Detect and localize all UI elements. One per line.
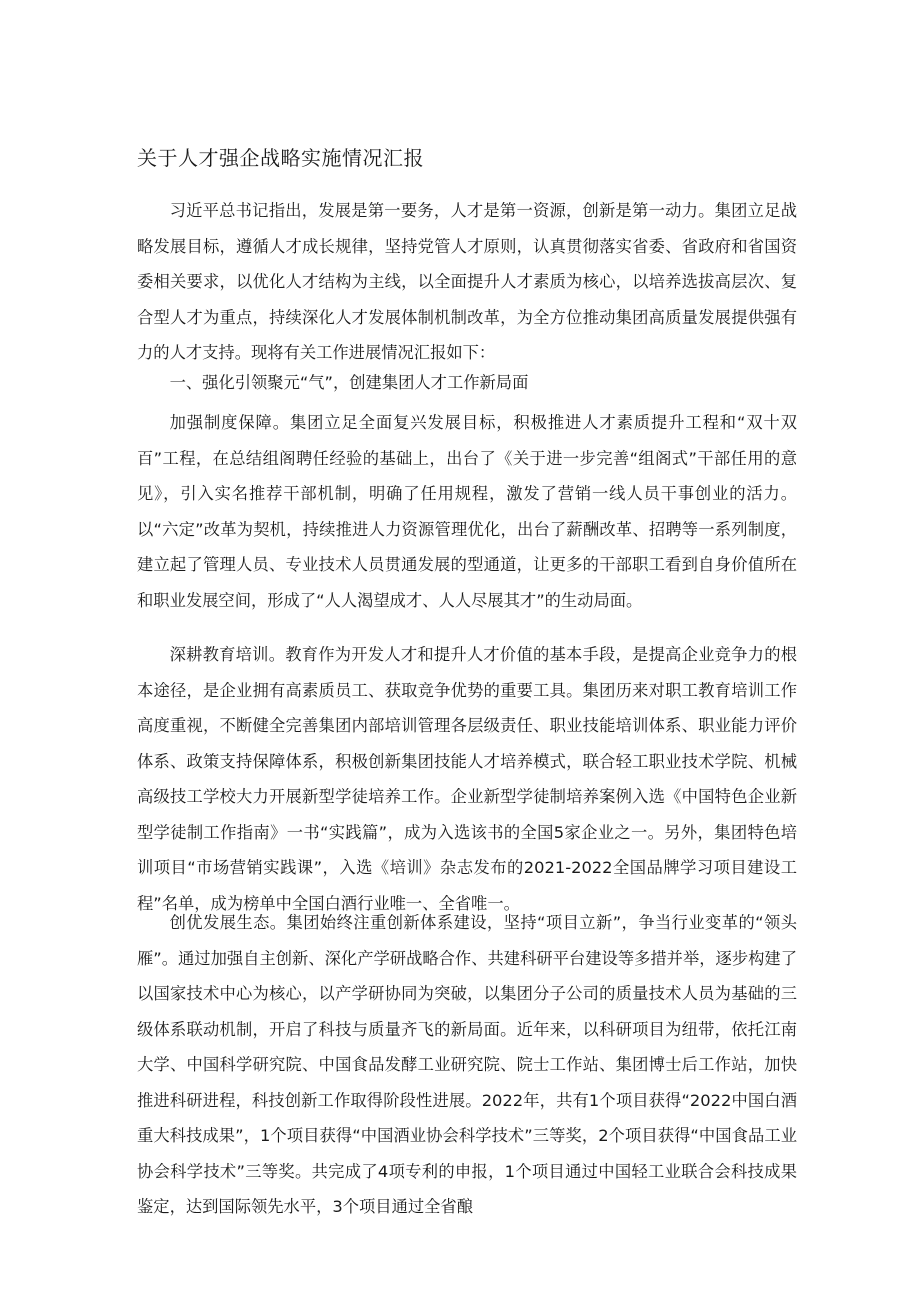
training-paragraph: 深耕教育培训。教育作为开发人才和提升人才价值的基本手段，是提高企业竞争力的根本途径，是企业拥有高素质员工、获取竞争优势的重要工具。集团历来对职工教育培训工作高度重视，不断健全完善集团内部培训管理各层级责任、职业技能培训体系、职业能力评价体系、政策支持保障体系，积极创新集团技能人才培养模式，联合轻工职业技术学院、机械高级技工学校大力开展新型学徒培养工作。企业新型学徒制培养案例入选《中国特色企业新型学徒制工作指南》一书“实践篇”，成为入选该书的全国5家企业之一。另外，集团特色培训项目“市场营销实践课”，入选《培训》杂志发布的2021-2022全国品牌学习项目建设工程”名单，成为榜单中全国白酒行业唯一、全省唯一。 (137, 645, 797, 913)
institution-paragraph: 加强制度保障。集团立足全面复兴发展目标，积极推进人才素质提升工程和“双十双百”工程，在总结组阁聘任经验的基础上，出台了《关于进一步完善“组阁式”干部任用的意见》，引入实名推荐干部机制，明确了任用规程，激发了营销一线人员干事创业的活力。以“六定”改革为契机，持续推进人力资源管理优化，出台了薪酬改革、招聘等一系列制度，建立起了管理人员、专业技术人员贯通发展的型通道，让更多的干部职工看到自身价值所在和职业发展空间，形成了“人人渴望成才、人人尽展其才”的生动局面。 (137, 413, 797, 610)
document-title: 关于人才强企战略实施情况汇报 (137, 146, 424, 170)
intro-paragraph: 习近平总书记指出，发展是第一要务，人才是第一资源，创新是第一动力。集团立足战略发展目标，遵循人才成长规律，坚持党管人才原则，认真贯彻落实省委、省政府和省国资委相关要求，以优化人才结构为主线，以全面提升人才素质为核心，以培养选拔高层次、复合型人才为重点，持续深化人才发展体制机制改革，为全方位推动集团高质量发展提供强有力的人才支持。现将有关工作进展情况汇报如下： (137, 201, 797, 362)
section-heading: 一、强化引领聚元“气”，创建集团人才工作新局面 (169, 373, 529, 392)
innovation-paragraph: 创优发展生态。集团始终注重创新体系建设，坚持“项目立新”，争当行业变革的“领头雁”。通过加强自主创新、深化产学研战略合作、共建科研平台建设等多措并举，逐步构建了以国家技术中心为核心，以产学研协同为突破，以集团分子公司的质量技术人员为基础的三级体系联动机制，开启了科技与质量齐飞的新局面。近年来，以科研项目为纽带，依托江南大学、中国科学研究院、中国食品发酵工业研究院、院士工作站、集团博士后工作站，加快推进科研进程，科技创新工作取得阶段性进展。2022年，共有1个项目获得“2022中国白酒重大科技成果”，1个项目获得“中国酒业协会科学技术”三等奖，2个项目获得“中国食品工业协会科学技术”三等奖。共完成了4项专利的申报，1个项目通过中国轻工业联合会科技成果鉴定，达到国际领先水平，3个项目通过全省酿 (137, 913, 797, 1216)
